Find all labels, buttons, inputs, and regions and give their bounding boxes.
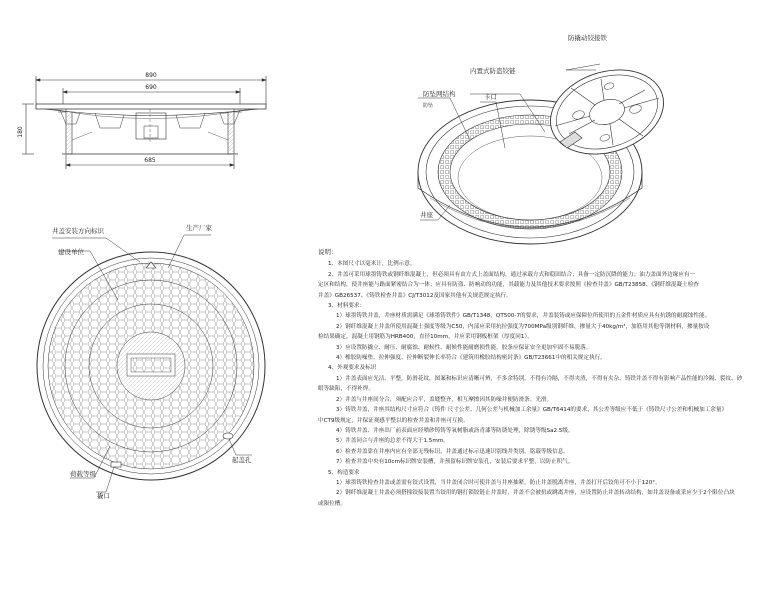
label-lifting-hole: 起盖孔 [232, 456, 252, 464]
label-construction-unit: 建设单位 [58, 248, 84, 256]
label-built-in-anti-theft: 内置式防盗铰链 [470, 67, 516, 75]
note-line: 2、井盖可采用球墨铸铁或钢纤维混凝土，但必须具有由方式上盖面结构，通过承载方式和稳固结合；具备一定防沉降的能力；油力盖面外边缘应有一 [328, 271, 696, 278]
label-load-grade: 荷载等级 [70, 470, 96, 478]
note-line: 3）应设置防撬立、耐压、耐腐蚀、耐候性、耐候性能耐磨损性能，胶条应保证安全更加牢固不易脱落。 [336, 344, 592, 351]
note-line: 1）井盖表面应光洁、平整，防滑花纹，图案和标识应清晰可辨，不多余特别，不得有冷隔，不得夹渣，不得有夹杂、铸铁井盖不得有影响产品性能的冷隔、裂纹、砂 [336, 375, 743, 382]
isometric-view [418, 56, 675, 244]
label-anti-fall-grid-sub: 防坠 [423, 103, 434, 109]
note-line: 7）检查井盖中央有10cm标识牌安装槽，并预留标识牌安装孔，安装后要求平整，以防止积气。 [336, 459, 574, 466]
label-manufacturer: 生产厂家 [186, 224, 212, 232]
note-line: 1、本图尺寸以毫米计，比例示意。 [328, 261, 416, 268]
notes-heading: 说明： [318, 248, 338, 256]
note-line: 眼等缺陷，不得补焊。 [318, 386, 374, 393]
dim-inner-label: 690 [145, 84, 157, 91]
note-line: 5）井盖同合与井座的总差不得大于1.5mm。 [336, 438, 449, 445]
note-line: 2）钢纤维混凝土井盖所使用混凝土强度等级为C50，内部应采用抗拉强度为700MPa级别钢纤维，掺量大于40kg/m³，加筋用其他等钢材料，掺量按设 [336, 323, 710, 330]
label-cover-direction-mark: 井盖安装方向标识 [52, 227, 104, 235]
note-line: 2）井盖与井座间分合，须配应合平，盖缝整齐，相互摩擦因其防噪并便防滑条。光滑。 [336, 396, 553, 403]
note-line: 或限位槽。 [318, 500, 346, 507]
note-line: 3）铸铁井盖，井座其结构尺寸应符合《铸件 尺寸公差、几何公差与机械加工余量》GB/T6414的要求，其公差等级应不低于《铸铁尺寸公差和机械加工余量》 [336, 407, 728, 414]
label-catch: 卡口 [484, 93, 497, 101]
dim-total-label: 890 [145, 72, 157, 79]
dim-bottom-label: 685 [144, 157, 156, 164]
note-line: 井盖》GB26537、《铸铁检查井盖》CJ/T3012及国家其他有关规范规定执行。 [318, 292, 512, 299]
note-section: 4、外观要求及标识 [328, 365, 377, 372]
note-section: 5、构造要求 [328, 469, 360, 476]
note-line: 2）钢纤维混凝土井盖必须搭撞铰接装置当铰用的钢打锁铰链止井盖时，井盖不会被扭或跳离井座，应设置防止井盖转动结构，如井盖设备或采应少于2个限位凸块 [336, 490, 735, 497]
note-line: 4）橡胶防噪垫、拉伸强度、拉伸断裂伸长率符合《建筑用橡胶结构密封条》GB/T23661中的相关规定执行。 [336, 355, 606, 362]
label-notch: 撬口 [97, 492, 110, 500]
note-line: 6）检查井盖靠在井座内应有全部无残标识，井盖通过标示迅速识别线井类别，铭载等级信息。 [336, 448, 569, 455]
note-line: 1）球墨铸铁检查井盖或盖需有铰式设置，当井盖闭合时可使井盖与井座抽紧，防止井盖脱离井座，井盖打开后铰角可不小于120°。 [336, 479, 661, 486]
plan-view [37, 235, 265, 492]
label-anti-fall-grid: 防坠网结构 [423, 90, 456, 98]
label-well-seat: 井座 [420, 211, 433, 219]
label-anti-theft-hinge: 防撬动铰接铁 [568, 34, 607, 42]
dim-height-label: 180 [17, 126, 24, 138]
note-line: 定区和结构，使井座能与路面紧密结合为一体；应具有防盗、防响动的功能，其载能力及其他技术要求按照《检查井盖》GB/T23858、《钢纤维混凝土检查 [318, 282, 699, 289]
note-line: 中CT9级规定，并保证观感平整以的检查井盖和井座可互换。 [318, 417, 469, 424]
design-notes [318, 247, 748, 509]
note-line: 1）球墨铸铁井盖，井座材质需满足《球墨铸铁件》GB/T1348，QT500-7的要求，井盖装铸或应保障位所使用的五金件材质应具有抗锈的耐腐蚀性能。 [336, 313, 711, 320]
elevation-view [22, 76, 266, 169]
note-line: 检结果确定，混凝土用钢筋为HRB400，直径10mm，并应采用钢板框架（厚度同1）。 [318, 334, 533, 341]
note-line: 4）铸铁井盖、井座出厂前表面应经喷砂铸铸等氧树脂或沥青漆等防锈处理，除锈等级Sa2.5级。 [336, 427, 574, 434]
note-section: 3、材料要求： [328, 303, 366, 310]
